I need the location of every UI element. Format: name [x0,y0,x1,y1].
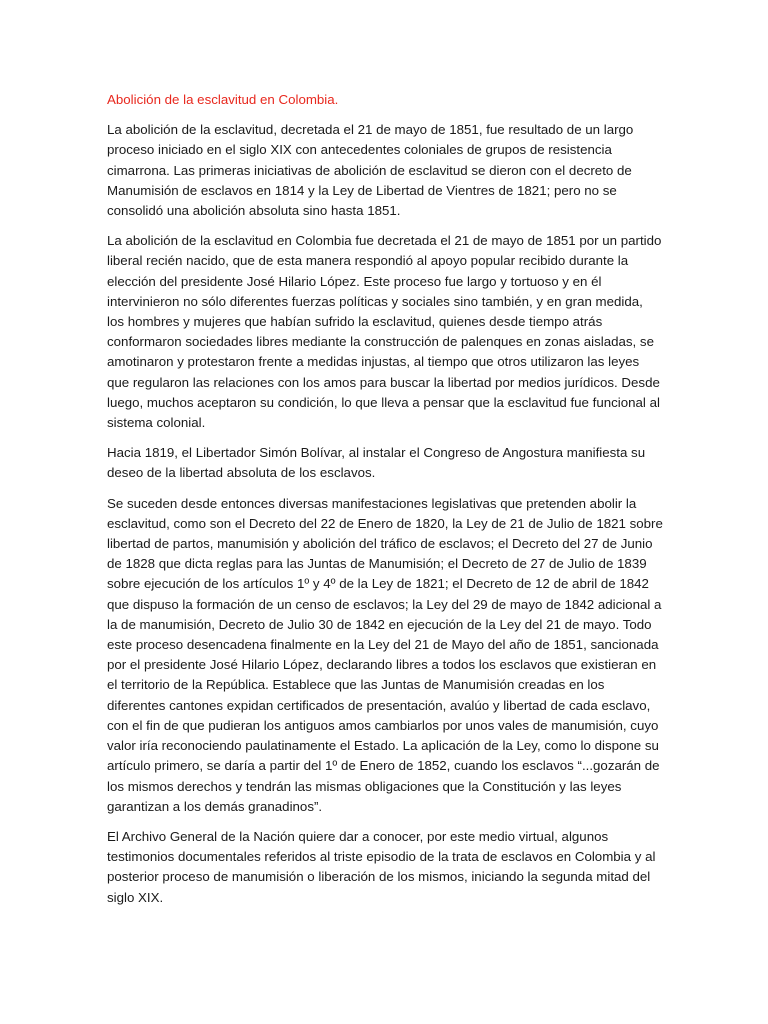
paragraph-1: La abolición de la esclavitud, decretada el 21 de mayo de 1851, fue resultado de un largo proceso iniciado en el siglo XIX con antecedentes coloniales de grupos de resistencia cimarrona. Las primeras iniciativas de abolición de esclavitud se dieron con el decreto de Manumisión de esclavos en 1814 y la Ley de Libertad de Vientres de 1821; pero no se consolidó una abolición absoluta sino hasta 1851. [107,122,634,219]
document-body [107,90,663,918]
paragraph-2: La abolición de la esclavitud en Colombia fue decretada el 21 de mayo de 1851 por un partido liberal recién nacido, que de esta manera respondió al apoyo popular recibido durante la elección del presidente José Hilario López. Este proceso fue largo y tortuoso y en él intervinieron no sólo diferentes fuerzas políticas y sociales sino también, y en gran medida, los hombres y mujeres que habían sufrido la esclavitud, quienes desde tiempo atrás conformaron sociedades libres mediante la construcción de palenques en zonas aisladas, se amotinaron y protestaron frente a medidas injustas, al tiempo que otros utilizaron las leyes que regularon las relaciones con los amos para buscar la libertad por medios jurídicos. Desde luego, muchos aceptaron su condición, lo que lleva a pensar que la esclavitud fue funcional al sistema colonial. [107,233,662,431]
paragraph-3: Hacia 1819, el Libertador Simón Bolívar, al instalar el Congreso de Angostura manifiesta su deseo de la libertad absoluta de los esclavos. [107,445,646,481]
document-title: Abolición de la esclavitud en Colombia. [107,92,339,107]
paragraph-5: El Archivo General de la Nación quiere dar a conocer, por este medio virtual, algunos testimonios documentales referidos al triste episodio de la trata de esclavos en Colombia y al posterior proceso de manumisión o liberación de los mismos, iniciando la segunda mitad del siglo XIX. [107,828,656,905]
paragraph-4: Se suceden desde entonces diversas manifestaciones legislativas que pretenden abolir la esclavitud, como son el Decreto del 22 de Enero de 1820, la Ley de 21 de Julio de 1821 sobre libertad de partos, manumisión y abolición del tráfico de esclavos; el Decreto del 27 de Junio de 1828 que dicta reglas para las Juntas de Manumisión; el Decreto de 27 de Julio de 1839 sobre ejecución de los artículos 1º y 4º de la Ley de 1821; el Decreto de 12 de abril de 1842 que dispuso la formación de un censo de esclavos; la Ley del 29 de mayo de 1842 adicional a la de manumisión, Decreto de Julio 30 de 1842 en ejecución de la Ley del 21 de mayo. Todo este proceso desencadena finalmente en la Ley del 21 de Mayo del año de 1851, sancionada por el presidente José Hilario López, declarando libres a todos los esclavos que existieran en el territorio de la República. Establece que las Juntas de Manumisión creadas en los diferentes cantones expidan certificados de presentación, avalúo y libertad de cada esclavo, con el fin de que pudieran los antiguos amos cambiarlos por unos vales de manumisión, cuyo valor iría reconociendo paulatinamente el Estado. La aplicación de la Ley, como lo dispone su artículo primero, se daría a partir del 1º de Enero de 1852, cuando los esclavos “...gozarán de los mismos derechos y tendrán las mismas obligaciones que la Constitución y las leyes garantizan a los demás granadinos”. [107,495,663,814]
